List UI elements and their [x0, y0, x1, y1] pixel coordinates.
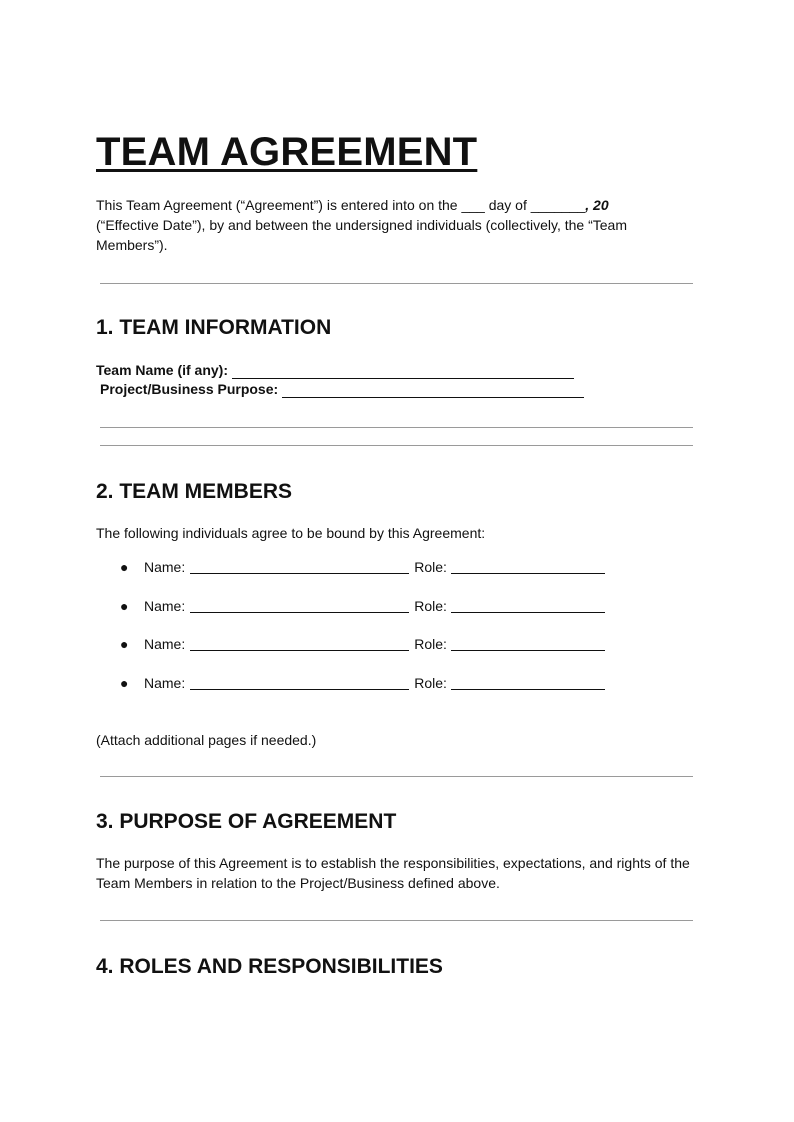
team-name-blank[interactable] — [232, 364, 574, 379]
project-purpose-label: Project/Business Purpose: — [100, 381, 279, 397]
member-role-label: Role: — [414, 636, 447, 653]
member-name-blank[interactable] — [190, 558, 409, 574]
additional-pages-note: (Attach additional pages if needed.) — [96, 732, 317, 748]
team-members-lead: The following individuals agree to be bound by this Agreement: — [96, 525, 486, 541]
list-item — [96, 558, 656, 597]
list-item — [96, 635, 656, 674]
document-title: TEAM AGREEMENT — [96, 130, 478, 174]
divider — [100, 283, 693, 284]
member-role-label: Role: — [414, 597, 447, 614]
member-role-blank[interactable] — [451, 558, 605, 574]
section-heading-purpose: 3. PURPOSE OF AGREEMENT — [96, 810, 397, 833]
team-name-label: Team Name (if any): — [96, 362, 228, 378]
member-name-blank[interactable] — [190, 635, 409, 651]
member-name-label: Name: — [144, 636, 186, 653]
intro-year: , 20 — [585, 197, 609, 213]
bullet-icon: ● — [120, 675, 129, 692]
member-role-blank[interactable] — [451, 597, 605, 613]
list-item — [96, 597, 656, 636]
divider — [100, 427, 693, 428]
intro-text-continued: (“Effective Date”), by and between the undersigned individuals (collectively, the “Team Members”). — [96, 217, 627, 253]
member-name-label: Name: — [144, 559, 186, 575]
team-name-field — [96, 361, 574, 379]
member-role-blank[interactable] — [451, 674, 605, 690]
member-name-label: Name: — [144, 675, 186, 692]
section-heading-roles: 4. ROLES AND RESPONSIBILITIES — [96, 955, 443, 978]
purpose-paragraph: The purpose of this Agreement is to establish the responsibilities, expectations, and rights of the Team Members in relation to the Project/Business defined above. — [96, 855, 690, 891]
member-name-label: Name: — [144, 597, 186, 614]
team-member-list — [96, 558, 656, 713]
bullet-icon: ● — [120, 559, 129, 575]
member-name-blank[interactable] — [190, 597, 409, 613]
divider — [100, 920, 693, 921]
section-heading-team-members: 2. TEAM MEMBERS — [96, 480, 293, 503]
project-purpose-field — [100, 380, 584, 398]
intro-text: This Team Agreement (“Agreement”) is entered into on the ___ day of _______ — [96, 197, 586, 213]
intro-paragraph — [96, 195, 696, 255]
member-name-blank[interactable] — [190, 674, 409, 690]
divider — [100, 445, 693, 446]
section-heading-team-information: 1. TEAM INFORMATION — [96, 316, 332, 339]
bullet-icon: ● — [120, 636, 129, 653]
member-role-label: Role: — [414, 675, 447, 692]
project-purpose-blank[interactable] — [282, 383, 584, 398]
list-item — [96, 674, 656, 713]
member-role-blank[interactable] — [451, 635, 605, 651]
bullet-icon: ● — [120, 597, 129, 614]
member-role-label: Role: — [414, 559, 447, 575]
divider — [100, 776, 693, 777]
